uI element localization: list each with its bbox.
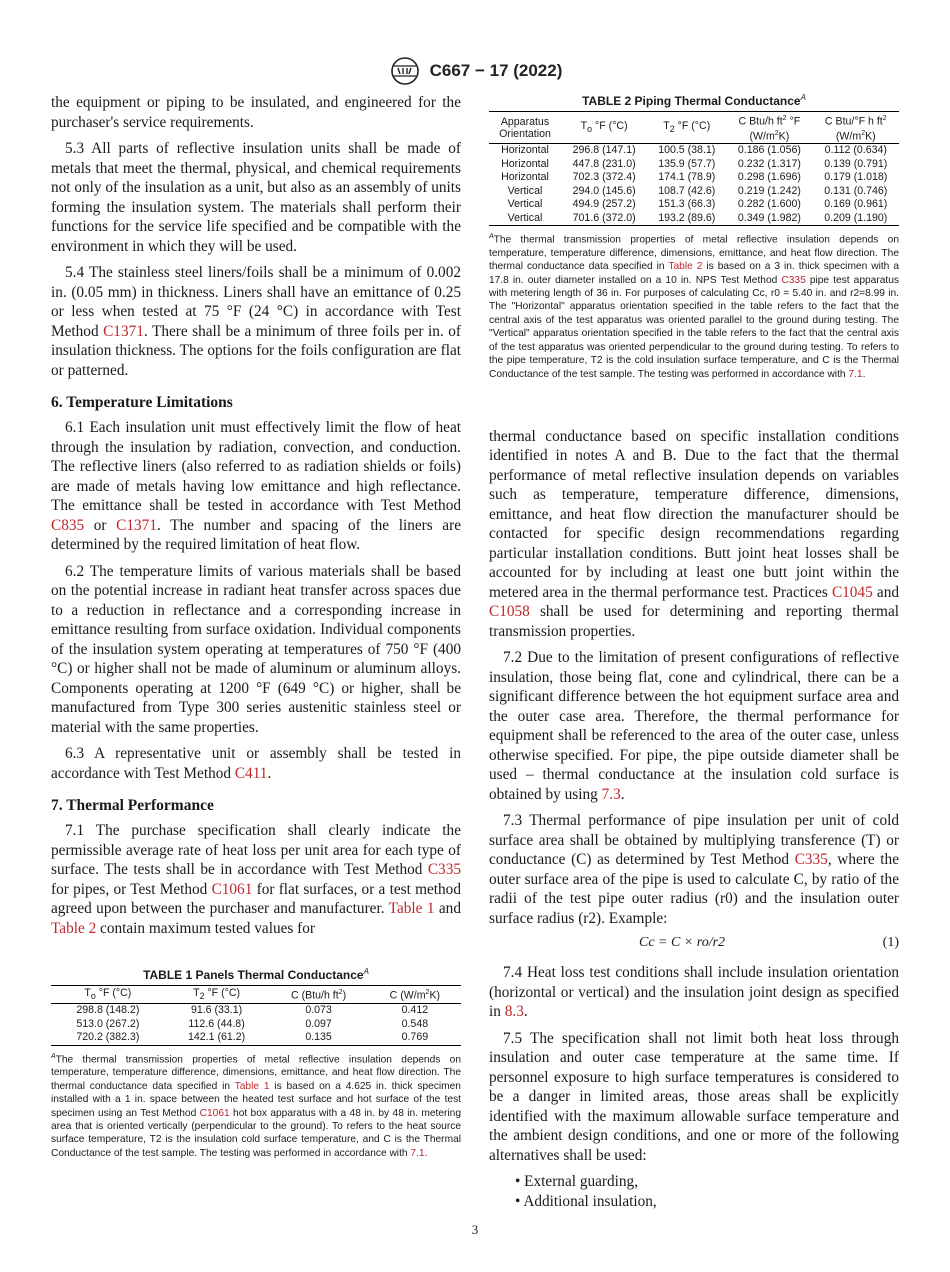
equation-1 xyxy=(489,935,899,955)
link-c411[interactable]: C411 xyxy=(234,764,268,782)
section-6-title: 6. Temperature Limitations xyxy=(51,394,233,411)
table-1-header-c-w: C $(W/m^2K)$ xyxy=(369,986,461,1004)
standard-designation: C667 − 17 (2022) xyxy=(429,61,563,80)
table-2 xyxy=(489,93,899,381)
table-row: Vertical 494.9 (257.2) 151.3 (66.3) 0.282 (1.600) 0.169 (0.961) xyxy=(507,198,888,211)
link-8-3[interactable]: 8.3 xyxy=(504,1003,524,1021)
paragraph-6-3: 6.3 A representative unit or assembly shall be tested in accordance with Test Method C411. xyxy=(51,745,461,782)
table-2-header-c-btu: C Btu/h $ft^2$ °F $(W/m^2K)$ xyxy=(726,112,812,144)
link-c335[interactable]: C335 xyxy=(794,851,828,869)
table-1-footnote: $^A$The thermal transmission properties of metal reflective insulation depends on temperature, temperature difference, dimensions, emittance, and heat flow direction. The thermal conductance data specified in Table 1 is based on a 4.625 in. thick specimen installed with a 1 in. space between the heated test surface and hot surface of the test specimen using an Test Method C1061 hot box apparatus with a 48 in. by 48 in. metering area that is oriented vertically (perpendicular to the ground). To refers to the heat source surface temperature, T2 is the insulation cold surface temperature, and C is the Thermal Conductance of the test sample. The testing was performed in accordance with 7.1. xyxy=(51,1052,461,1159)
paragraph-7-5: 7.5 The specification shall not limit both heat loss through insulation and outer case temperature at the same time. If personnel exposure to high surface temperatures is considered to be a danger in limited areas, those areas shall be explicitly identified with the maximum allowable surface temperature and the ambient design conditions, and one or more of the following alternatives shall be used: xyxy=(489,1029,899,1164)
table-1-caption: TABLE 1 Panels Thermal Conductance$^A$ xyxy=(143,967,369,982)
link-table-2[interactable]: Table 2 xyxy=(51,919,97,937)
link-table-2[interactable]: Table 2 xyxy=(668,261,703,273)
table-row: Vertical 701.6 (372.0) 193.2 (89.6) 0.349 (1.982) 0.209 (1.190) xyxy=(489,212,899,226)
alternatives-list xyxy=(489,1172,899,1211)
table-row: Horizontal 296.8 (147.1) 100.5 (38.1) 0.186 (1.056) 0.112 (0.634) xyxy=(501,144,887,157)
link-c1045[interactable]: C1045 xyxy=(831,583,873,601)
paragraph-continued: the equipment or piping to be insulated, and engineered for the purchaser's service requirements. xyxy=(51,94,461,131)
link-c835[interactable]: C835 xyxy=(51,516,85,534)
paragraph-5-3: 5.3 All parts of reflective insulation units shall be made of metals that meet the thermal, physical, and chemical requirements not only of the insulation as a unit, but also as an assembly of units forming the insulation system. The materials shall perform their functions for the service life specified and be compatible with the environment in which they will be used. xyxy=(51,140,461,255)
table-2-grid xyxy=(489,111,899,226)
table-row: Horizontal 447.8 (231.0) 135.9 (57.7) 0.232 (1.317) 0.139 (0.791) xyxy=(501,157,888,170)
list-item: • External guarding, xyxy=(515,1173,639,1191)
link-c1371[interactable]: C1371 xyxy=(103,322,144,340)
link-c1371[interactable]: C1371 xyxy=(116,516,157,534)
table-row: Vertical 294.0 (145.6) 108.7 (42.6) 0.219 (1.242) 0.131 (0.746) xyxy=(507,184,888,197)
table-2-header-t2: $T_2$ °F (°C) xyxy=(647,112,726,144)
link-c335[interactable]: C335 xyxy=(781,274,806,286)
table-row: Horizontal 702.3 (372.4) 174.1 (78.9) 0.298 (1.696) 0.179 (1.018) xyxy=(501,171,888,184)
equation-number: (1) xyxy=(882,935,899,951)
link-c1058[interactable]: C1058 xyxy=(489,603,530,621)
paragraph-7-1-continued: thermal conductance based on specific installation conditions identified in notes A and B. Due to the fact that the thermal performance of metal reflective insulation depends on variables such as temperature, temperature difference, dimensions, emittance, and heat flow direction the manufacturer should be contacted for specific design recommendations regarding particular installation conditions. Butt joint heat losses shall be accounted for by including at least one butt joint within the metered area in the thermal performance test. Practices C1045 and C1058 shall be used for determining and reporting thermal transmission properties. xyxy=(489,427,899,640)
table-2-header-c-btu-alt: C Btu/°F h $ft^2$ $(W/m^2K)$ xyxy=(813,112,899,144)
paragraph-6-2: 6.2 The temperature limits of various materials shall be based on the potential increase in radiant heat transfer across spaces due to a reduction in reflectance and a corresponding increase in emittance resulting from surface oxidation. Individual components of the insulation system operating at temperatures of 750 °F (400 °C) or higher shall not be made of aluminum or aluminum alloys. Components operating at 1200 °F (649 °C) or higher, shall be manufactured from Type 300 series austenitic stainless steel or material with the same properties. xyxy=(51,562,461,736)
table-2-footnote: $^A$The thermal transmission properties of metal reflective insulation depends on temperature, temperature difference, dimensions, emittance, and heat flow direction. The thermal conductance data specified in Table 2 is based on a 3 in. thick specimen with a 17.8 in. outer diameter installed on a 10 in. NPS Test Method C335 pipe test apparatus with metering length of 36 in. For purposes of calculating Cc, r0 = 5.40 in. and r2=8.99 in. The "Horizontal" apparatus orientation specified in the table refers to the fact that the central axis of the test apparatus was oriented parallel to the ground during testing. The "Vertical" apparatus orientation specified in the table refers to the fact that the central axis of the test apparatus was oriented perpendicular to the ground during testing. To refers to the pipe temperature, T2 is the cold insulation surface temperature, and C is the Thermal Conductance of the test sample. The testing was performed in accordance with 7.1. xyxy=(489,233,899,380)
paragraph-7-2: 7.2 Due to the limitation of present configurations of reflective insulation, those being flat, cone and cylindrical, there can be a significant difference between the hot equipment surface area and the outer case area. Therefore, the thermal performance for equipment shall be referenced to the area of the outer case, unless otherwise specified. For pipe, the pipe outside diameter shall be used – thermal conductance at the insulation cold surface is obtained by using 7.3. xyxy=(489,649,899,803)
link-c1061[interactable]: C1061 xyxy=(199,1107,230,1119)
table-row: 720.2 (382.3) 142.1 (61.2) 0.135 0.769 xyxy=(51,1031,461,1045)
link-table-1[interactable]: Table 1 xyxy=(388,900,435,917)
paragraph-5-4: 5.4 The stainless steel liners/foils shall be a minimum of 0.002 in. (0.05 mm) in thickness. Liners shall have an emittance of 0.25 or less when tested at 75 °F (24 °C) in accordance with Test Method C1371. There shall be a minimum of three foils per in. of insulation thickness. The options for the foils configuration are flat or patterned. xyxy=(51,264,461,379)
table-2-header-t0: $T_o$ °F (°C) xyxy=(561,112,647,144)
section-7-title: 7. Thermal Performance xyxy=(51,797,214,814)
table-row: 298.8 (148.2) 91.6 (33.1) 0.073 0.412 xyxy=(76,1004,429,1017)
paragraph-7-3: 7.3 Thermal performance of pipe insulation per unit of cold surface area shall be obtained by multiplying transference (T) or conductance (C) as determined by Test Method C335, where the outer surface area of the pipe is used to calculate C, by ratio of the radii of the test pipe outer radius (r0) and the insulation outer surface radius (r2). Example: xyxy=(489,812,899,927)
page-number: 3 xyxy=(471,1222,479,1237)
equation-expression: Cc = C × ro/r2 xyxy=(639,935,726,951)
left-column xyxy=(51,93,461,1160)
link-7-1[interactable]: 7.1 xyxy=(410,1147,425,1159)
table-1-header-c-btu: C (Btu/h $ft^2$) xyxy=(268,986,368,1004)
page-header xyxy=(0,56,950,86)
astm-logo-icon xyxy=(388,56,422,86)
link-c1061[interactable]: C1061 xyxy=(211,880,253,898)
paragraph-7-1: 7.1 The purchase specification shall clearly indicate the permissible average rate of heat loss per unit area for each type of surface. The tests shall be in accordance with Test Method C335 for pipes, or Test Method C1061 for flat surfaces, or a test method agreed upon between the purchaser and manufacturer. Table 1 and Table 2 contain maximum tested values for xyxy=(51,822,461,937)
link-7-1[interactable]: 7.1 xyxy=(848,368,863,380)
table-1 xyxy=(51,967,461,1160)
right-column xyxy=(489,93,899,1211)
link-c335[interactable]: C335 xyxy=(427,861,461,878)
paragraph-7-4: 7.4 Heat loss test conditions shall include insulation orientation (horizontal or vertical) and the insulation joint design as specified in 8.3. xyxy=(489,964,899,1021)
link-7-3[interactable]: 7.3 xyxy=(601,785,621,803)
table-1-header-t2: $T_2$ °F (°C) xyxy=(165,986,269,1004)
link-table-1[interactable]: Table 1 xyxy=(234,1080,270,1092)
paragraph-6-1: 6.1 Each insulation unit must effectively limit the flow of heat through the insulation by radiation, convection, and conduction. The reflective liners (also referred to as radiation shields or foils) are made of metals having low emittance and high reflectance. The emittance shall be tested in accordance with Test Method C835 or C1371. The number and spacing of the liners are determined by the required limitation of heat flow. xyxy=(51,419,461,553)
table-2-header-orientation: Apparatus Orientation xyxy=(489,112,561,144)
table-1-header-t0: $T_o$ °F (°C) xyxy=(51,986,165,1004)
table-row: 513.0 (267.2) 112.6 (44.8) 0.097 0.548 xyxy=(76,1017,429,1030)
table-2-caption: TABLE 2 Piping Thermal Conductance$^A$ xyxy=(582,93,806,108)
table-1-grid xyxy=(51,985,461,1046)
list-item: • Additional insulation, xyxy=(515,1192,657,1210)
